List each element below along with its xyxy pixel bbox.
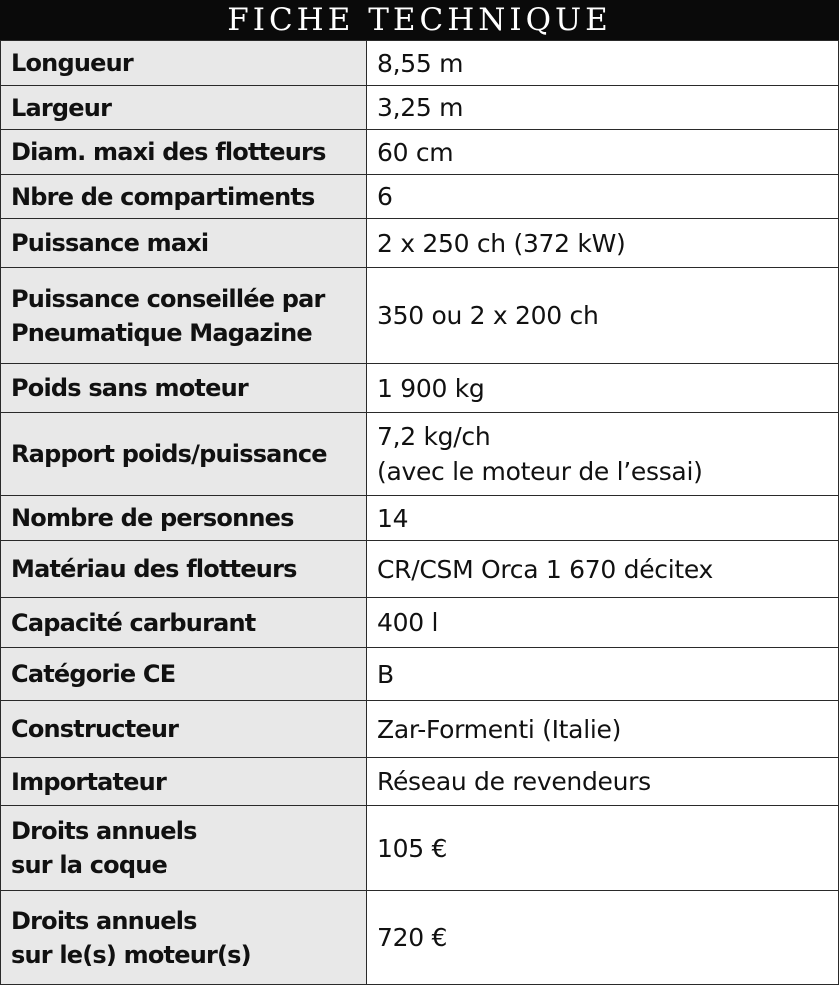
table-row: [1, 701, 839, 758]
spec-value: 14: [367, 496, 839, 541]
table-row: [1, 648, 839, 701]
table-row: [1, 130, 839, 175]
spec-sheet-title: FICHE TECHNIQUE: [0, 0, 839, 40]
spec-label: Matériau des flotteurs: [1, 541, 367, 598]
spec-label: Constructeur: [1, 701, 367, 758]
spec-label: Catégorie CE: [1, 648, 367, 701]
table-row: [1, 806, 839, 891]
spec-label: Rapport poids/puissance: [1, 413, 367, 496]
spec-value: 720 €: [367, 891, 839, 985]
table-row: [1, 268, 839, 364]
spec-label: Poids sans moteur: [1, 364, 367, 413]
table-row: [1, 496, 839, 541]
spec-label: Puissance conseillée par Pneumatique Magazine: [1, 268, 367, 364]
spec-value: 7,2 kg/ch (avec le moteur de l’essai): [367, 413, 839, 496]
table-row: [1, 598, 839, 648]
table-row: [1, 364, 839, 413]
spec-table: [0, 40, 839, 985]
spec-label: Capacité carburant: [1, 598, 367, 648]
spec-label: Longueur: [1, 41, 367, 86]
spec-value: Zar-Formenti (Italie): [367, 701, 839, 758]
spec-value: 1 900 kg: [367, 364, 839, 413]
spec-label: Nombre de personnes: [1, 496, 367, 541]
spec-value: 3,25 m: [367, 86, 839, 130]
spec-value: Réseau de revendeurs: [367, 758, 839, 806]
spec-label: Largeur: [1, 86, 367, 130]
table-row: [1, 891, 839, 985]
spec-value: 6: [367, 175, 839, 219]
spec-label: Diam. maxi des flotteurs: [1, 130, 367, 175]
table-row: [1, 758, 839, 806]
spec-value: 400 l: [367, 598, 839, 648]
spec-value: CR/CSM Orca 1 670 décitex: [367, 541, 839, 598]
spec-label: Importateur: [1, 758, 367, 806]
spec-label: Nbre de compartiments: [1, 175, 367, 219]
spec-value: 105 €: [367, 806, 839, 891]
spec-value: B: [367, 648, 839, 701]
table-row: [1, 219, 839, 268]
table-row: [1, 175, 839, 219]
spec-value: 2 x 250 ch (372 kW): [367, 219, 839, 268]
table-row: [1, 541, 839, 598]
spec-label: Puissance maxi: [1, 219, 367, 268]
spec-value: 60 cm: [367, 130, 839, 175]
table-row: [1, 41, 839, 86]
spec-value: 8,55 m: [367, 41, 839, 86]
spec-label: Droits annuels sur la coque: [1, 806, 367, 891]
spec-value: 350 ou 2 x 200 ch: [367, 268, 839, 364]
spec-label: Droits annuels sur le(s) moteur(s): [1, 891, 367, 985]
table-row: [1, 86, 839, 130]
table-row: [1, 413, 839, 496]
